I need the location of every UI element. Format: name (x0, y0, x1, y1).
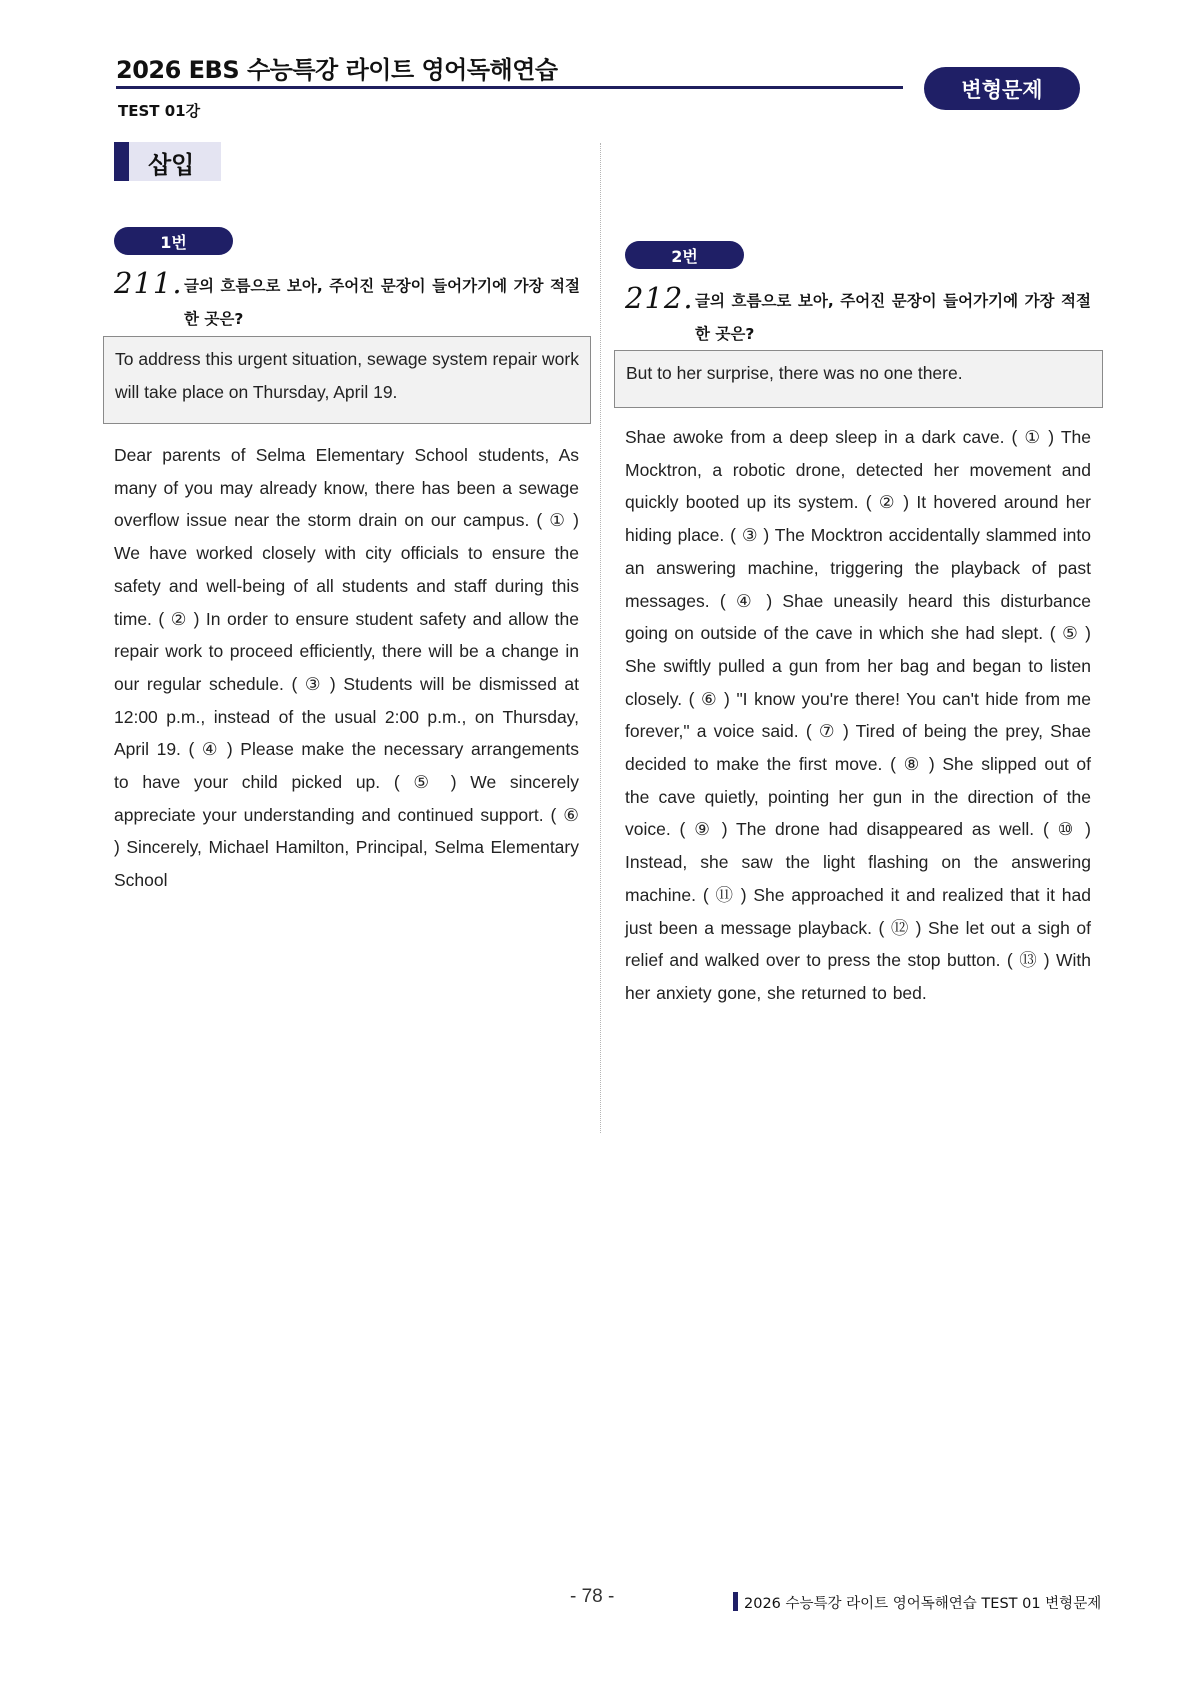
question-number-2: 212. (625, 281, 694, 315)
section-heading-bar (114, 142, 129, 181)
passage-2: Shae awoke from a deep sleep in a dark cave. ( ① ) The Mocktron, a robotic drone, detected her movement and quickly booted up its system. ( ② ) It hovered around her hiding place. ( ③ ) The Mocktron accidentally slammed into an answering machine, triggering the playback of past messages. ( ④ ) Shae uneasily heard this disturbance going on outside of the cave in which she had slept. ( ⑤ ) She swiftly pulled a gun from her bag and began to listen closely. ( ⑥ ) "I know you're there! You can't hide from me forever," a voice said. ( ⑦ ) Tired of being the prey, Shae decided to make the first move. ( ⑧ ) She slipped out of the cave quietly, pointing her gun in the direction of the voice. ( ⑨ ) The drone had disappeared as well. ( ⑩ ) Instead, she saw the light flashing on the answering machine. ( ⑪ ) She approached it and realized that it had just been a message playback. ( ⑫ ) She let out a sigh of relief and walked over to press the stop button. ( ⑬ ) With her anxiety gone, she returned to bed. (625, 427, 1091, 1003)
section-heading-label: 삽입 (148, 151, 195, 179)
type-badge: 변형문제 (924, 67, 1080, 110)
book-title: 2026 EBS 수능특강 라이트 영어독해연습 (116, 56, 558, 84)
test-label: TEST 01강 (118, 102, 201, 120)
question-instruction-1: 글의 흐름으로 보아, 주어진 문장이 들어가기에 가장 적절한 곳은? (184, 277, 580, 328)
header-rule (116, 86, 903, 89)
page-number: - 78 - (570, 1586, 615, 1607)
footer-bar (733, 1592, 738, 1611)
footer-text: 2026 수능특강 라이트 영어독해연습 TEST 01 변형문제 (744, 1596, 1102, 1612)
given-sentence-box-2 (614, 350, 1103, 408)
column-divider (600, 143, 601, 1133)
given-sentence-box-1 (103, 336, 591, 424)
given-sentence-1: To address this urgent situation, sewage system repair work will take place on Thursday, April 19. (115, 349, 579, 402)
question-badge-2: 2번 (625, 241, 744, 269)
question-badge-1: 1번 (114, 227, 233, 255)
question-instruction-2: 글의 흐름으로 보아, 주어진 문장이 들어가기에 가장 적절한 곳은? (695, 292, 1091, 343)
question-number-1: 211. (114, 266, 183, 300)
given-sentence-2: But to her surprise, there was no one there. (626, 363, 963, 383)
passage-1: Dear parents of Selma Elementary School students, As many of you may already know, there has been a sewage overflow issue near the storm drain on our campus. ( ① ) We have worked closely with city officials to ensure the safety and well-being of all students and staff during this time. ( ② ) In order to ensure student safety and allow the repair work to proceed efficiently, there will be a change in our regular schedule. ( ③ ) Students will be dismissed at 12:00 p.m., instead of the usual 2:00 p.m., on Thursday, April 19. ( ④ ) Please make the necessary arrangements to have your child picked up. ( ⑤ ) We sincerely appreciate your understanding and continued support. ( ⑥ ) Sincerely, Michael Hamilton, Principal, Selma Elementary School (114, 445, 579, 891)
